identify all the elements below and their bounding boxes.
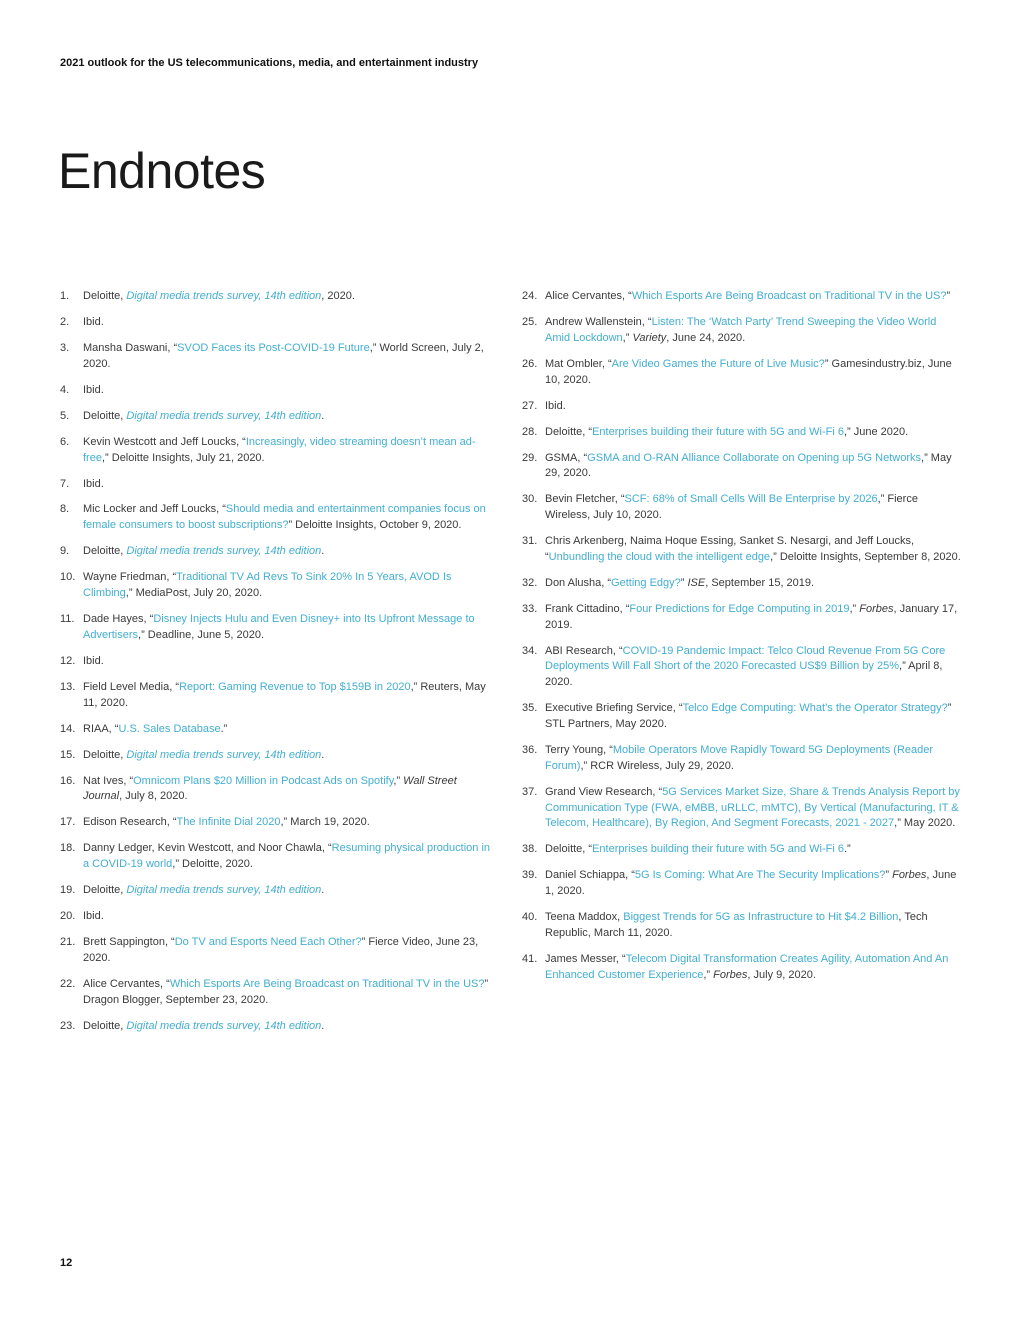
endnote-segment: Dade Hayes, “ [83,613,154,626]
endnote-segment: , September 15, 2019. [705,576,815,589]
endnote-number: 23. [60,1019,76,1032]
endnote-number: 13. [60,680,76,693]
endnote-item [60,477,492,493]
endnote-number: 41. [522,952,538,965]
endnote-segment: . [321,884,325,897]
endnote-text [545,400,566,412]
endnote-number: 18. [60,842,76,855]
endnote-segment: James Messer, “ [545,952,626,965]
endnote-item [60,909,492,925]
endnotes-column-right [522,289,962,994]
endnote-number: 28. [522,425,538,438]
endnote-link[interactable]: Digital media trends survey, 14th edition [126,748,322,761]
endnote-item [522,785,962,832]
endnote-number: 1. [60,290,70,302]
endnote-item [522,425,962,441]
endnote-number: 5. [60,409,70,422]
endnote-text [83,978,488,1006]
endnote-segment: ,” Reuters, May 11, 2020. [83,680,486,709]
endnote-segment: Wayne Friedman, “ [83,571,177,584]
endnote-segment: ” Gamesindustry.biz, June 10, 2020. [545,357,952,386]
endnote-link[interactable]: Should media and entertainment companies focus on female consumers to boost subscriptions? [83,503,486,532]
endnote-item [522,576,962,592]
endnote-segment: ,” Fierce Wireless, July 10, 2020. [545,493,918,522]
endnote-segment: Deloitte, [83,545,127,558]
endnote-link[interactable]: Digital media trends survey, 14th edition [126,1019,322,1032]
endnote-link[interactable]: Omnicom Plans $20 Million in Podcast Ads on Spotify [133,774,394,787]
endnote-segment: Deloitte, “ [545,425,593,438]
endnote-segment: Deloitte, [83,290,127,302]
endnote-segment: ” [946,290,951,302]
endnote-number: 34. [522,644,538,657]
endnote-text [83,816,370,828]
endnote-text [83,655,104,667]
endnote-link[interactable]: Digital media trends survey, 14th edition [126,545,322,558]
endnote-segment: Mic Locker and Jeff Loucks, “ [83,503,226,516]
endnote-item [60,289,492,305]
endnote-number: 21. [60,936,76,949]
endnote-text [83,342,484,370]
endnote-text [83,775,457,803]
endnote-text [83,316,104,328]
endnote-number: 38. [522,843,538,856]
endnote-segment: , July 9, 2020. [747,968,816,981]
endnote-segment: Deloitte, [83,884,127,897]
endnote-number: 15. [60,748,76,761]
endnote-item [60,409,492,425]
endnote-number: 19. [60,884,76,897]
endnote-text [545,535,961,563]
endnote-number: 2. [60,315,70,328]
publication-name: Wall Street Journal [83,774,457,803]
endnote-text [545,493,918,521]
endnote-text [545,645,945,689]
endnote-text [83,936,478,964]
endnote-item [60,935,492,967]
endnote-text [545,786,960,830]
endnote-item [522,644,962,691]
endnote-item [522,492,962,524]
endnote-segment: ,” June 2020. [843,425,909,438]
endnote-text [545,426,908,438]
endnote-item [60,435,492,467]
endnote-item [522,357,962,389]
endnote-segment: Terry Young, “ [545,743,613,756]
endnote-segment: Grand View Research, “ [545,785,663,798]
endnote-segment: Ibid. [83,383,104,396]
endnote-text [545,869,956,897]
endnote-segment: . [321,409,325,422]
publication-name: Forbes [713,968,748,981]
endnote-number: 29. [522,451,538,464]
endnote-segment: Deloitte, [83,1019,127,1032]
endnote-link[interactable]: Disney Injects Hulu and Even Disney+ into Its Upfront Message to Advertisers [83,613,475,641]
endnote-segment: ” [885,869,893,882]
endnote-number: 33. [522,602,538,615]
endnote-link[interactable]: Digital media trends survey, 14th edition [126,409,322,422]
endnote-segment: ” Fierce Video, June 23, 2020. [83,936,479,964]
endnote-segment: .” [843,843,851,856]
endnote-item [60,341,492,373]
endnote-number: 24. [522,290,538,302]
endnote-link[interactable]: Do TV and Esports Need Each Other? [174,936,362,949]
endnote-segment: Field Level Media, “ [83,680,179,693]
endnote-item [60,977,492,1009]
endnote-number: 17. [60,816,76,829]
endnote-text [83,681,486,709]
endnote-item [60,841,492,873]
endnote-text [545,316,936,344]
endnote-segment: RIAA, “ [83,722,119,735]
endnote-text [545,843,851,855]
endnote-segment: GSMA, “ [545,451,588,464]
endnote-text [83,910,104,922]
endnote-text [83,613,475,641]
endnote-segment: ,” [703,968,714,981]
endnote-text [83,503,486,531]
endnote-item [522,534,962,566]
endnote-item [60,883,492,899]
endnote-segment: . [321,748,325,761]
endnote-text [83,749,324,761]
endnote-number: 16. [60,774,76,787]
endnote-segment: Brett Sappington, “ [83,936,175,949]
endnote-number: 40. [522,911,538,924]
endnote-number: 35. [522,702,538,715]
publication-name: ISE [687,576,706,589]
endnote-segment: Frank Cittadino, “ [545,602,630,615]
endnote-segment: Bevin Fletcher, “ [545,493,625,506]
endnote-item [522,868,962,900]
endnote-number: 6. [60,435,70,448]
endnote-text [83,842,490,870]
endnote-segment: ,” April 8, 2020. [545,660,943,689]
endnote-item [522,399,962,415]
endnote-number: 4. [60,383,70,396]
endnote-item [60,315,492,331]
endnote-link[interactable]: U.S. Sales Database [118,722,221,735]
endnote-link[interactable]: Which Esports Are Being Broadcast on Traditional TV in the US? [631,290,947,302]
endnote-number: 3. [60,341,70,354]
endnote-item [522,910,962,942]
endnote-number: 9. [60,545,70,558]
endnote-segment: ,” RCR Wireless, July 29, 2020. [580,759,734,772]
page-number: 12 [60,1257,73,1269]
endnote-number: 27. [522,399,538,412]
endnote-text [83,290,355,302]
endnote-segment: Danny Ledger, Kevin Westcott, and Noor Chawla, “ [83,842,332,855]
endnote-link[interactable]: Listen: The ‘Watch Party’ Trend Sweeping the Video World Amid Lockdown [545,315,937,344]
endnote-link[interactable]: The Infinite Dial 2020 [176,816,281,829]
endnote-link[interactable]: 5G Is Coming: What Are The Security Implications? [634,869,886,882]
endnote-segment: ,” Deadline, June 5, 2020. [138,628,265,641]
endnote-number: 37. [522,785,538,798]
endnote-segment: Ibid. [83,315,104,328]
endnote-number: 7. [60,477,70,490]
endnote-item [522,451,962,483]
endnote-item [60,544,492,560]
endnote-segment: ” STL Partners, May 2020. [545,702,952,730]
endnote-segment: Mansha Daswani, “ [83,341,178,354]
endnote-text [545,702,951,730]
endnote-item [522,842,962,858]
endnote-text [545,290,950,302]
endnote-segment: Ibid. [545,399,566,412]
endnote-segment: , January 17, 2019. [545,602,958,631]
endnote-segment: Daniel Schiappa, “ [545,869,635,882]
endnote-segment: . [321,1019,325,1032]
endnote-segment: Teena Maddox, [545,911,624,924]
endnote-link[interactable]: Report: Gaming Revenue to Top $159B in 2020 [179,680,411,693]
endnote-text [545,911,928,939]
endnote-link[interactable]: Enterprises building their future with 5G and Wi-Fi 6 [592,843,844,856]
endnote-segment: ,” Deloitte Insights, July 21, 2020. [101,451,265,464]
endnote-link[interactable]: COVID-19 Pandemic Impact: Telco Cloud Revenue From 5G Core Deployments Will Fall Short of the 2020 Forecasted US$9 Billion by 25% [545,644,946,673]
endnote-item [522,701,962,733]
endnote-link[interactable]: Increasingly, video streaming doesn’t mean ad-free [83,435,476,464]
endnote-item [60,774,492,806]
endnote-link[interactable]: Are Video Games the Future of Live Music? [611,357,825,370]
endnote-segment: Andrew Wallenstein, “ [545,315,652,328]
endnote-text [83,384,104,396]
endnote-link[interactable]: SVOD Faces its Post-COVID-19 Future [177,341,370,354]
endnote-segment: .” [220,722,228,735]
endnote-segment: , Tech Republic, March 11, 2020. [545,911,928,939]
endnote-link[interactable]: GSMA and O-RAN Alliance Collaborate on Opening up 5G Networks [587,451,922,464]
endnote-text [83,571,451,599]
endnote-number: 12. [60,654,76,667]
endnote-item [522,952,962,984]
endnote-segment: ” [680,576,688,589]
endnote-link[interactable]: Enterprises building their future with 5G and Wi-Fi 6 [592,425,844,438]
endnote-segment: Deloitte, “ [545,843,593,856]
endnote-segment: Deloitte, [83,409,127,422]
endnote-segment: Executive Briefing Service, “ [545,702,683,715]
endnote-link[interactable]: Getting Edgy? [611,576,681,589]
endnote-segment: ,” May 2020. [894,817,956,830]
endnote-item [522,289,962,305]
endnote-number: 30. [522,493,538,506]
endnote-text [83,545,324,557]
endnote-item [60,654,492,670]
endnote-link[interactable]: Mobile Operators Move Rapidly Toward 5G Deployments (Reader Forum) [545,743,934,772]
publication-name: Forbes [859,602,894,615]
endnote-link[interactable]: Which Esports Are Being Broadcast on Traditional TV in the US? [169,977,485,990]
endnote-text [83,478,104,490]
endnote-text [83,436,476,464]
endnote-text [545,603,957,631]
endnote-item [60,722,492,738]
endnote-number: 39. [522,869,538,882]
endnote-segment: ,” Deloitte Insights, September 8, 2020. [770,550,961,563]
endnote-number: 11. [60,613,75,626]
endnote-number: 20. [60,910,76,923]
endnote-segment: , 2020. [321,290,355,302]
endnote-text [83,410,324,422]
endnote-link[interactable]: Unbundling the cloud with the intelligent edge [548,550,771,563]
endnote-segment: Edison Research, “ [83,816,177,829]
endnote-link[interactable]: Digital media trends survey, 14th edition [126,884,322,897]
publication-name: Forbes [892,869,927,882]
endnote-segment: Don Alusha, “ [545,576,612,589]
endnote-segment: ,” [849,602,860,615]
endnote-number: 32. [522,576,538,589]
endnote-text [545,953,948,981]
endnote-segment: , June 1, 2020. [545,869,957,898]
endnote-item [60,570,492,602]
endnote-link[interactable]: Four Predictions for Edge Computing in 2019 [629,602,850,615]
endnote-segment: ” Dragon Blogger, September 23, 2020. [83,977,489,1006]
endnotes-column-left [60,289,492,1045]
endnote-link[interactable]: 5G Services Market Size, Share & Trends Analysis Report by Communication Type (FWA, eMBB, uRLLC, mMTC), By Vertical (Manufacturing, IT & Telecom, Healthcare), By Region, And Segment Forecasts, 2021 - 2027 [545,785,960,830]
page-title: Endnotes [58,143,266,199]
endnote-item [60,502,492,534]
endnote-number: 25. [522,315,538,328]
endnote-number: 26. [522,357,538,370]
endnote-text [83,1020,324,1032]
endnote-segment: ,” World Screen, July 2, 2020. [83,341,484,370]
endnote-segment: ,” May 29, 2020. [545,451,952,480]
endnote-item [522,315,962,347]
endnote-number: 8. [60,503,70,516]
endnote-segment: Alice Cervantes, “ [545,290,632,302]
endnote-segment: ABI Research, “ [545,644,623,657]
endnote-segment: ” Deloitte Insights, October 9, 2020. [288,519,462,532]
endnote-link[interactable]: Traditional TV Ad Revs To Sink 20% In 5 Years, AVOD Is Climbing [83,571,452,600]
running-head: 2021 outlook for the US telecommunications, media, and entertainment industry [60,57,479,69]
endnote-text [545,744,933,772]
endnote-link[interactable]: SCF: 68% of Small Cells Will Be Enterprise by 2026 [624,493,878,506]
endnote-segment: ,” [622,331,633,344]
endnote-segment: Alice Cervantes, “ [83,977,170,990]
endnote-number: 22. [60,977,76,990]
endnote-segment: Kevin Westcott and Jeff Loucks, “ [83,435,246,448]
endnote-link[interactable]: Biggest Trends for 5G as Infrastructure to Hit $4.2 Billion [623,911,899,924]
endnote-item [60,1019,492,1035]
endnote-item [60,383,492,399]
endnote-item [522,602,962,634]
endnote-text [83,884,324,896]
endnote-item [60,748,492,764]
endnote-segment: Ibid. [83,654,104,667]
endnote-item [60,680,492,712]
endnote-text [545,577,814,589]
endnote-segment: Mat Ombler, “ [545,357,612,370]
endnote-number: 14. [60,722,76,735]
endnote-segment: Ibid. [83,910,104,923]
publication-name: Variety [632,331,667,344]
endnote-segment: ,” Deloitte, 2020. [172,858,253,871]
endnote-segment: , June 24, 2020. [666,331,746,344]
endnote-number: 36. [522,743,538,756]
endnote-text [545,452,952,480]
endnote-segment: Chris Arkenberg, Naima Hoque Essing, Sanket S. Nesargi, and Jeff Loucks, “ [545,535,915,563]
endnote-text [83,723,227,735]
endnote-item [60,612,492,644]
endnote-number: 10. [60,571,76,584]
endnote-item [60,815,492,831]
endnote-segment: , July 8, 2020. [119,790,188,803]
endnote-segment: ,” [393,774,404,787]
endnote-segment: Ibid. [83,477,104,490]
endnote-item [522,743,962,775]
endnote-link[interactable]: Resuming physical production in a COVID-19 world [83,842,491,871]
endnote-text [545,358,952,386]
endnote-segment: Deloitte, [83,748,127,761]
endnote-segment: . [321,545,325,558]
endnote-link[interactable]: Telco Edge Computing: What’s the Operator Strategy? [682,702,948,715]
endnote-segment: Nat Ives, “ [83,774,134,787]
endnote-link[interactable]: Telecom Digital Transformation Creates Agility, Automation And An Enhanced Customer Experience [545,952,949,981]
endnote-segment: ,” MediaPost, July 20, 2020. [125,587,263,600]
endnote-segment: ,” March 19, 2020. [280,816,370,829]
endnote-number: 31. [522,535,538,548]
endnote-link[interactable]: Digital media trends survey, 14th edition [126,290,322,302]
